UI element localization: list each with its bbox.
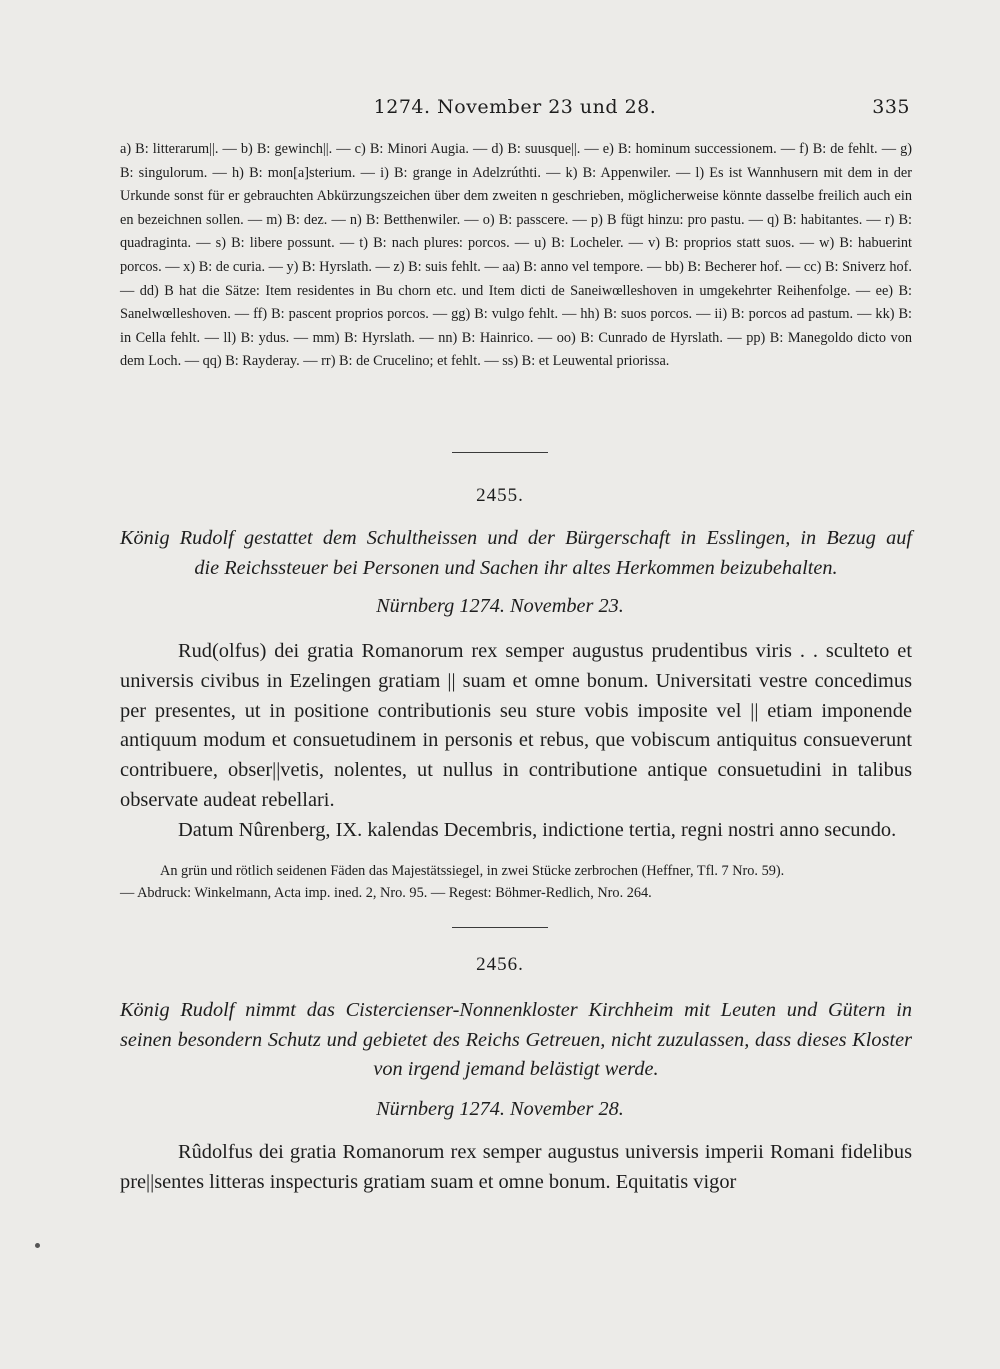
place-date-2456: Nürnberg 1274. November 28. xyxy=(376,1098,624,1120)
regest-line: seinen besondern Schutz und gebietet des Reichs Getreuen, nicht zuzulassen, dass dieses Kloster xyxy=(120,1028,912,1051)
document-number-2455: 2455. xyxy=(476,485,524,506)
charter-text-2456 xyxy=(120,1138,912,1198)
separator-rule xyxy=(452,452,548,453)
place-date-2455: Nürnberg 1274. November 23. xyxy=(376,595,624,617)
apparatus-line: An grün und rötlich seidenen Fäden das Majestätssiegel, in zwei Stücke zerbrochen (Heffner, Tfl. 7 Nro. 59). xyxy=(160,863,785,879)
header-title: 1274. November 23 und 28. xyxy=(373,96,657,118)
apparatus-line: — Abdruck: Winkelmann, Acta imp. ined. 2, Nro. 95. — Regest: Böhmer-Redlich, Nro. 264. xyxy=(120,885,652,901)
charter-text-2455 xyxy=(120,637,912,846)
regest-line: von irgend jemand belästigt werde. xyxy=(373,1058,659,1080)
footnotes-block xyxy=(120,138,912,374)
footnote-text: a) B: litterarum||. — b) B: gewinch||. — c) B: Minori Augia. — d) B: suusque||. — e) B: hominum successionem. — f) B: de fehlt. — g) B: singulorum. — h) B: mon[a]sterium. — i) B: grange in Adelzrúthti. — k) B: Appenwiler. — l) Es ist Wannhusern mit dem in der Urkunde sonst für er gebrauchten Abkürzungszeichen über dem zweiten n geschrieben, möglicherweise könnte dasselbe freilich auch ein en bezeichnen sollen. — m) B: dez. — n) B: Betthenwiler. — o) B: passcere. — p) B fügt hinzu: pro pastu. — q) B: habitantes. — r) B: quadraginta. — s) B: libere possunt. — t) B: nach plures: porcos. — u) B: Locheler. — v) B: proprios statt suos. — w) B: habuerint porcos. — x) B: de curia. — y) B: Hyrslath. — z) B: suis fehlt. — aa) B: anno vel tempore. — bb) B: Becherer hof. — cc) B: Sniverz hof. — dd) B hat die Sätze: Item residentes in Bu chorn etc. und Item dicti de Saneiwœlleshoven in umgekehrter Reihenfolge. — ee) B: Sanelwœlleshoven. — ff) B: pascent proprios porcos. — gg) B: vulgo fehlt. — hh) B: suos porcos. — ii) B: porcos ad pastum. — kk) B: in Cella fehlt. — ll) B: ydus. — mm) B: Hyrslath. — nn) B: Hainrico. — oo) B: Cunrado de Hyrslath. — pp) B: Manegoldo dicto von dem Loch. — qq) B: Rayderay. — rr) B: de Crucelino; et fehlt. — ss) B: et Leuwental priorissa. xyxy=(120,141,912,370)
regest-line: König Rudolf gestattet dem Schultheissen und der Bürgerschaft in Esslingen, in Bezug auf xyxy=(120,527,912,549)
regest-2456 xyxy=(120,996,912,1085)
regest-2455 xyxy=(120,524,912,583)
paper-speck xyxy=(35,1243,40,1248)
running-header xyxy=(120,96,910,126)
document-number-2456: 2456. xyxy=(476,954,524,975)
page-number: 335 xyxy=(872,96,910,118)
separator-rule xyxy=(452,927,548,928)
charter-paragraph: Datum Nûrenberg, IX. kalendas Decembris, indictione tertia, regni nostri anno secundo. xyxy=(178,818,897,841)
apparatus-2455 xyxy=(120,860,912,904)
charter-paragraph: Rud(olfus) dei gratia Romanorum rex semper augustus prudentibus viris . . sculteto et universis civibus in Ezelingen gratiam || suam et omne bonum. Universitati vestre concedimus per presentes, ut in positione contributionis seu sture vobis imposite vel || etiam imponende antiquum modum et consuetudinem in personis et rebus, que vobiscum antiquitus consueverunt contribuere, obser||vetis, nolentes, ut nullus in contributione antique consuetudini in talibus observate audeat rebellari. xyxy=(120,640,912,811)
charter-paragraph: Rûdolfus dei gratia Romanorum rex semper augustus universis imperii Romani fidelibus pre||sentes litteras inspecturis gratiam suam et omne bonum. Equitatis vigor xyxy=(120,1141,912,1193)
regest-line: König Rudolf nimmt das Cistercienser-Nonnenkloster Kirchheim mit Leuten und Gütern in xyxy=(120,999,912,1021)
regest-line: die Reichssteuer bei Personen und Sachen ihr altes Herkommen beizubehalten. xyxy=(194,556,838,579)
